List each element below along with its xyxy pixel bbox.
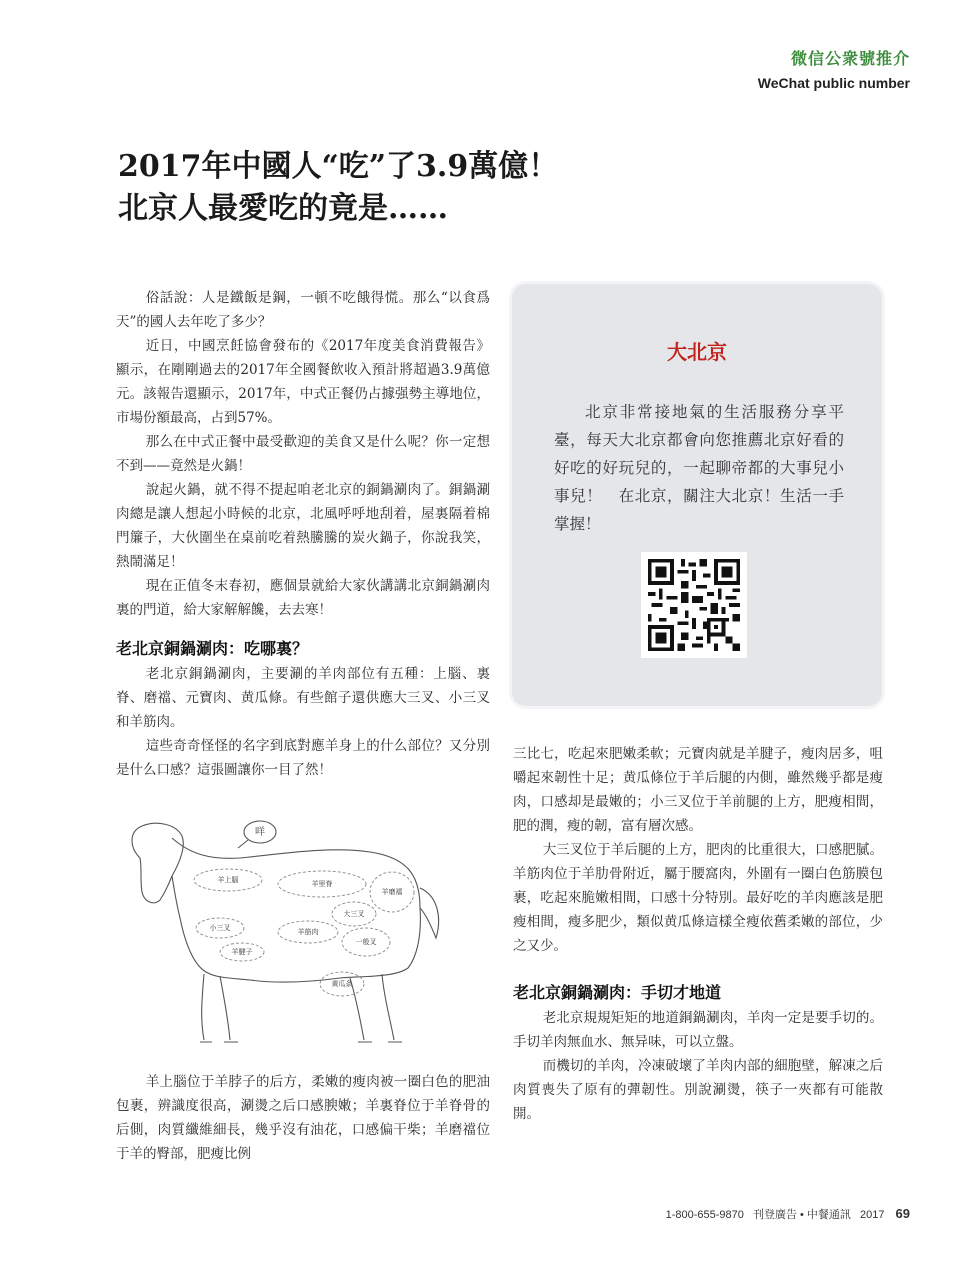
section-tag [758, 46, 910, 91]
qr-code[interactable] [641, 552, 747, 658]
subhead-hand-cut: 老北京銅鍋涮肉：手切才地道 [513, 983, 722, 1002]
paragraph: 那么在中式正餐中最受歡迎的美食又是什么呢？你一定想不到——竟然是火鍋！ [116, 434, 490, 474]
footer-phone: 1-800-655-9870 [665, 1209, 744, 1221]
cut-label-lizhi: 羊里脊 [311, 880, 333, 888]
paragraph: 俗話說：人是鐵飯是鋼，一頓不吃餓得慌。那么“以食爲天”的國人去年吃了多少？ [116, 290, 490, 330]
footer-year: 2017 [859, 1209, 885, 1221]
paragraph: 現在正值冬末春初，應個景就給大家伙講講北京銅鍋涮肉裏的門道，給大家解解饞，去去寒！ [116, 578, 490, 618]
left-column-top [116, 286, 490, 782]
paragraph: 說起火鍋，就不得不提起咱老北京的銅鍋涮肉了。銅鍋涮肉總是讓人想起小時候的北京，北風呼呼地刮着，屋裏隔着棉門簾子，大伙圍坐在桌前吃着熱騰騰的炭火鍋子，你說我笑，熱鬧滿足！ [116, 482, 490, 570]
article-title-line1: 2017年中國人“吃”了3.9萬億！ [118, 149, 559, 184]
right-column [513, 742, 883, 1126]
cut-label-modang: 羊磨襠 [381, 888, 403, 896]
paragraph: 近日，中國烹飪協會發布的《2017年度美食消費報告》顯示，在剛剛過去的2017年全國餐飲收入預計將超過3.9萬億元。該報告還顯示，2017年，中式正餐仍占據强勢主導地位，市場份額最高，占到57%。 [116, 338, 490, 426]
page-footer [666, 1206, 910, 1222]
article-title [118, 146, 818, 230]
subhead-where-to-eat: 老北京銅鍋涮肉：吃哪裏？ [116, 639, 309, 658]
page-number: 69 [895, 1206, 910, 1221]
cut-label-dasancha: 大三叉 [343, 910, 365, 918]
paragraph: 三比七，吃起來肥嫩柔軟；元寶肉就是羊腱子，瘦肉居多，咀嚼起來韌性十足；黄瓜條位于羊后腿的内側，雖然幾乎都是瘦肉，口感却是最嫩的；小三叉位于羊前腿的上方，肥瘦相間，肥的潤，瘦的韌，富有層次感。 [513, 746, 883, 834]
cut-label-huanggua: 黄瓜条 [331, 980, 353, 988]
section-tag-en: WeChat public number [757, 75, 910, 91]
cut-label-shangnao: 羊上腦 [217, 876, 239, 884]
paragraph: 這些奇奇怪怪的名字到底對應羊身上的什么部位？又分別是什么口感？這張圖讓你一目了然！ [116, 738, 490, 778]
section-tag-cn: 微信公衆號推介 [790, 49, 910, 68]
cut-label-jinrou: 羊筋肉 [297, 928, 319, 936]
sheep-cuts-diagram [120, 818, 492, 1056]
sidebar-title: 大北京 [667, 340, 727, 364]
cut-label-jianzi: 羊腱子 [231, 948, 253, 956]
cut-label-yibancha: 一般叉 [355, 938, 377, 946]
paragraph: 老北京銅鍋涮肉，主要涮的羊肉部位有五種：上腦、裏脊、磨襠、元寶肉、黄瓜條。有些館子還供應大三叉、小三叉和羊筋肉。 [116, 666, 490, 730]
bubble-text: 咩 [255, 827, 265, 838]
cut-label-xiaosancha: 小三叉 [209, 924, 231, 932]
paragraph: 大三叉位于羊后腿的上方，肥肉的比重很大，口感肥膩。羊筋肉位于羊肋骨附近，屬于腰窩肉，外圍有一圈白色筋膜包裹，吃起來脆嫩相間，口感十分特別。最好吃的羊肉應該是肥瘦相間，瘦多肥少，類似黄瓜條這樣全瘦依舊柔嫩的部位，少之又少。 [513, 842, 883, 954]
paragraph: 老北京規規矩矩的地道銅鍋涮肉，羊肉一定是要手切的。手切羊肉無血水、無异味，可以立盤。 [513, 1010, 883, 1050]
sidebar-body: 北京非常接地氣的生活服務分享平臺，每天大北京都會向您推薦北京好看的好吃的好玩兒的，一起聊帝都的大事兒小事兒！ 在北京，關注大北京！生活一手掌握！ [554, 403, 844, 533]
sidebar-box [512, 284, 882, 706]
paragraph: 而機切的羊肉，冷凍破壞了羊肉内部的細胞壁，解凍之后肉質喪失了原有的彈韌性。別說涮燙，筷子一夾都有可能散開。 [513, 1058, 883, 1122]
paragraph: 羊上腦位于羊脖子的后方，柔嫩的瘦肉被一圈白色的肥油包裹，辨識度很高，涮燙之后口感腴嫩；羊裏脊位于羊脊骨的后側，肉質纖維細長，幾乎沒有油花，口感偏干柴；羊磨襠位于羊的臀部，肥瘦比例 [116, 1074, 490, 1162]
qr-code-icon [648, 559, 740, 651]
article-title-line2: 北京人最愛吃的竟是…… [118, 191, 448, 226]
left-column-bottom [116, 1070, 490, 1166]
footer-publication: 刊登廣告 • 中餐通訊 [752, 1209, 851, 1221]
